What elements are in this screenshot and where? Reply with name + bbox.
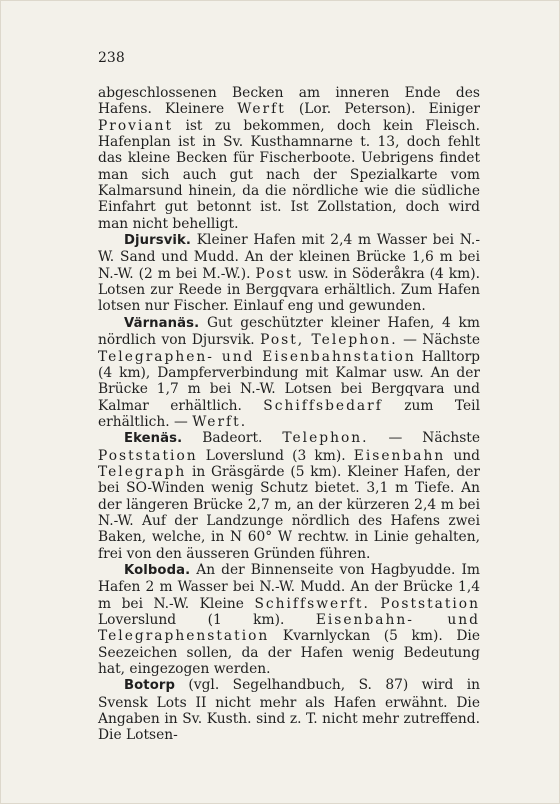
place-name: Värnanäs. bbox=[124, 315, 200, 331]
text-segment: in Gräsgärde (5 km). Kleiner Hafen, der bei SO-Winden wenig Schutz bietet. 3,1 m Tiefe. An der längeren Brücke 2,7 m, an der kürzeren 2,4 m bei N.-W. Auf der Landzunge nördlich des Hafens zwei Baken, welche, in N 60° W rechtw. in Linie gehalten, frei von den äusseren Gründen führen. bbox=[98, 463, 480, 562]
text-segment: Eisenbahn- und Telegraphenstation bbox=[98, 612, 480, 645]
text-segment: — Nächste bbox=[368, 430, 480, 447]
text-segment: Kvarnlyckan (5 km). Die Seezeichen sollen, da der Hafen wenig Bedeutung hat, eingezogen werden. bbox=[98, 628, 480, 678]
text-segment: (vgl. Segelhandbuch, S. 87) wird in Svensk Lots II nicht mehr als Hafen erwähnt. Die Angaben in Sv. Kusth. sind z. T. nicht mehr zutreffend. Die Lotsen- bbox=[98, 677, 480, 744]
place-name: Ekenäs. bbox=[124, 431, 183, 447]
text-segment: Eisenbahn bbox=[353, 447, 446, 464]
text-segment: Kleiner Hafen mit 2,4 m Wasser bei N.-W. Sand und Mudd. An der kleinen Brücke 1,6 m bei N.-W. (2 m bei M.-W.). bbox=[98, 232, 480, 282]
text-segment: Post bbox=[255, 265, 294, 282]
text-segment: zum Teil erhältlich. — bbox=[98, 397, 480, 430]
text-segment bbox=[370, 596, 381, 612]
text-segment: Halltorp (4 km), Dampferverbindung mit Kalmar usw. An der Brücke 1,7 m bei N.-W. Lotsen bei Bergqvara und Kalmar erhältlich. bbox=[98, 348, 481, 414]
paragraph-kolboda bbox=[98, 562, 480, 677]
text-segment: Gut geschützter kleiner Hafen, 4 km nördlich von Djursvik. bbox=[98, 314, 480, 349]
paragraph-varnanas bbox=[98, 315, 480, 430]
text-segment: Werft bbox=[237, 101, 286, 118]
paragraph-botorp bbox=[98, 677, 480, 743]
text-segment: Werft. bbox=[192, 413, 248, 430]
text-segment: Loverslund (1 km). bbox=[98, 612, 316, 628]
place-name: Botorp bbox=[124, 678, 176, 694]
text-segment: usw. in Söderåkra (4 km). Lotsen zur Reede in Bergqvara erhältlich. Zum Hafen lotsen nur Fischer. Einlauf eng und gewunden. bbox=[98, 265, 480, 315]
text-segment: abgeschlossenen Becken am inneren Ende des Hafens. Kleinere bbox=[98, 85, 480, 118]
text-segment: und bbox=[445, 447, 480, 464]
text-segment: Proviant bbox=[98, 117, 174, 134]
text-segment: ist zu bekommen, doch kein Fleisch. Hafenplan ist in Sv. Kusthamnarne t. 13, doch fehlt das kleine Becken für Fischerboote. Uebrigens findet man sich auch gut nach der Spezialkarte vom Kalmarsund hinein, da die nördliche wie die südliche Einfahrt gut betonnt ist. Ist Zollstation, doch wird man nicht behelligt. bbox=[98, 117, 480, 232]
text-segment: Poststation bbox=[380, 595, 480, 612]
text-segment: Badeort. bbox=[182, 430, 283, 447]
text-segment: Poststation bbox=[98, 447, 198, 464]
text-segment: Loverslund (3 km). bbox=[197, 447, 354, 464]
text-segment: (Lor. Peterson). Einiger bbox=[285, 101, 480, 118]
text-segment: Telephon. bbox=[282, 430, 369, 447]
text-segment: Schiffsbedarf bbox=[263, 397, 383, 414]
text-segment: — Nächste bbox=[397, 332, 480, 349]
page-number: 238 bbox=[98, 50, 125, 66]
text-segment: An der Binnenseite von Hagbyudde. Im Hafen 2 m Wasser bei N.-W. Mudd. An der Brücke 1,4 m bei N.-W. Kleine bbox=[98, 561, 480, 612]
paragraph-djursvik bbox=[98, 232, 480, 315]
text-segment: Telegraph bbox=[98, 463, 187, 480]
text-segment: Telegraphen- und Eisenbahnstation bbox=[98, 348, 416, 365]
text-segment: Post, Telephon. bbox=[260, 332, 398, 349]
page-text bbox=[98, 85, 480, 744]
place-name: Kolboda. bbox=[124, 562, 191, 578]
paragraph-intro bbox=[98, 85, 480, 232]
paragraph-ekenas bbox=[98, 430, 480, 562]
place-name: Djursvik. bbox=[124, 233, 192, 249]
text-segment: Schiffswerft. bbox=[254, 595, 370, 612]
